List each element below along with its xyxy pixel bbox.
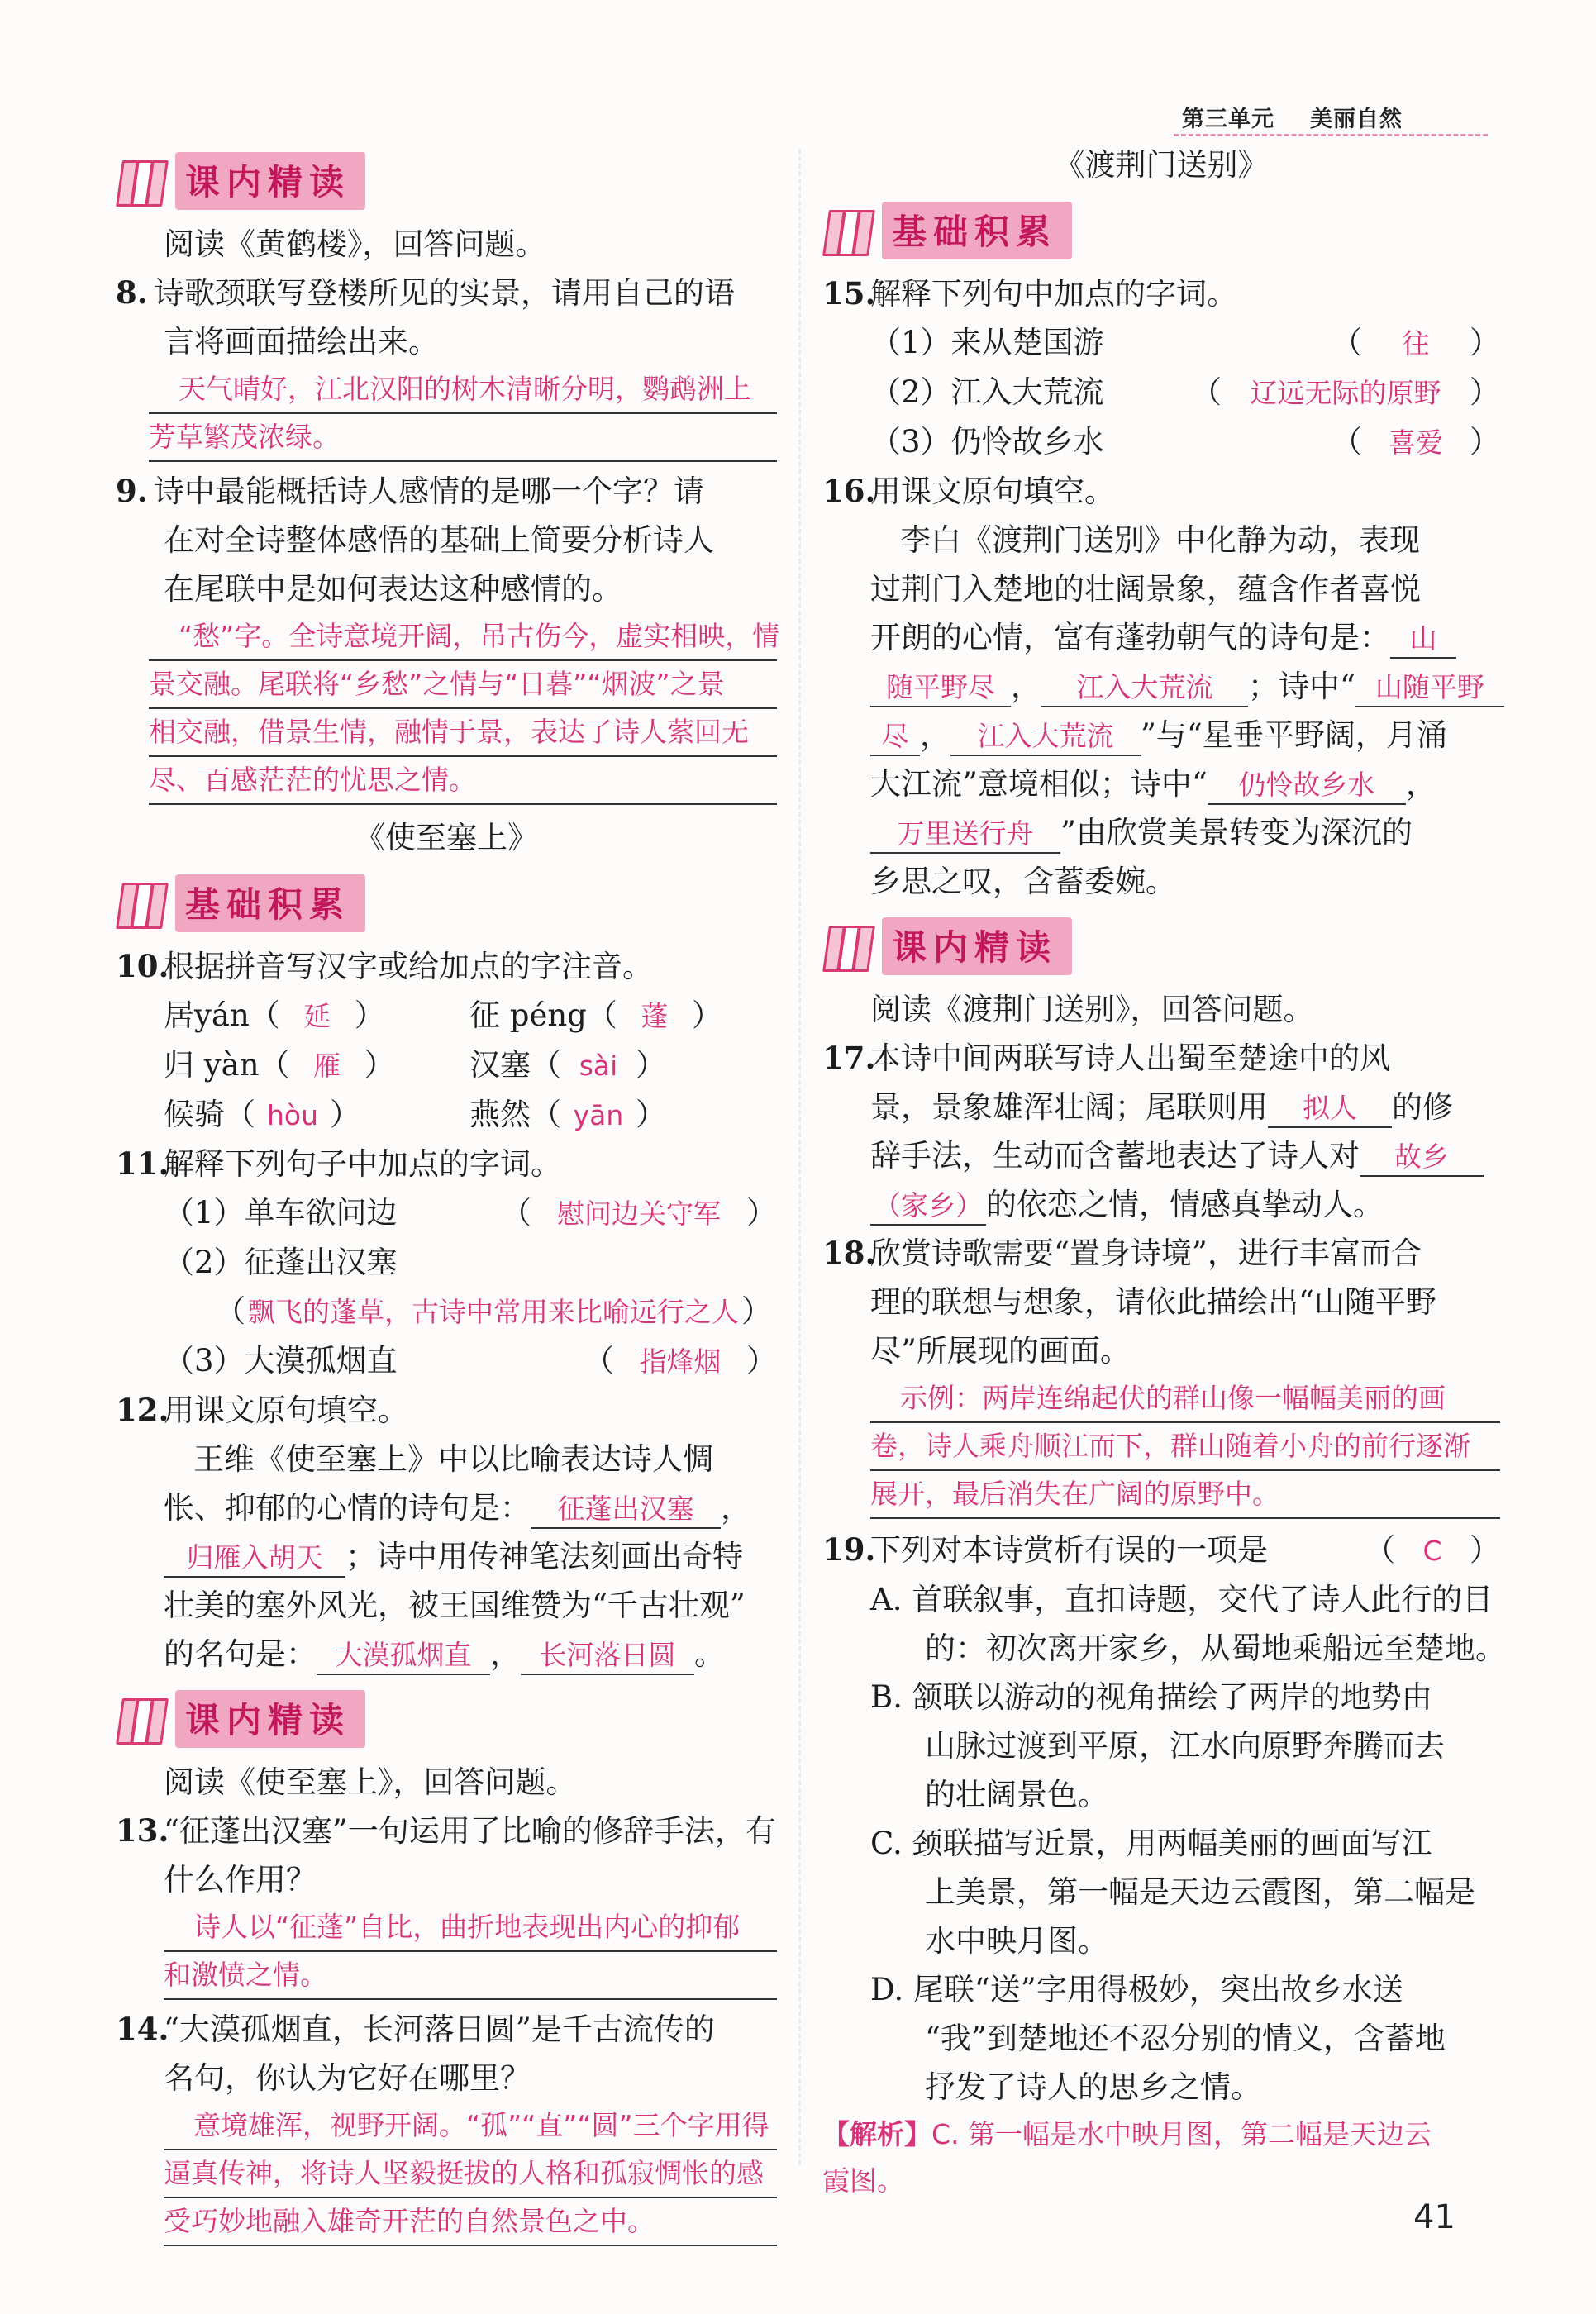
analysis-text: 霞图。	[822, 2164, 904, 2197]
question-text: 欣赏诗歌需要“置身诗境”，进行丰富而合	[870, 1236, 1422, 1271]
answer-line: 芳草繁茂浓绿。	[149, 414, 777, 462]
question-text: 名句，你认为它好在哪里？	[164, 2060, 531, 2096]
section-header-basics	[822, 193, 1500, 268]
sub-item: （3）仍怜故乡水	[870, 424, 1104, 459]
question-text: 景，景象雄浑壮阔；尾联则用	[870, 1089, 1268, 1125]
pinyin-answer: 雁	[313, 1050, 341, 1082]
option-c: C. 颈联描写近景，用两幅美丽的画面写江	[870, 1826, 1432, 1861]
paren: ）	[636, 1047, 666, 1083]
question-text: 尽”所展现的画面。	[870, 1333, 1131, 1369]
question-number: 11.	[116, 1145, 169, 1182]
answer-analysis	[822, 2112, 1500, 2204]
right-column	[822, 140, 1506, 2204]
question-19: 19.下列对本诗赏析有误的一项是 （ C ） A. 首联叙事，直扣诗题，交代了诗人此行的目 的：初次离开家乡，从蜀地乘船远至楚地。 B. 颔联以游动的视角描绘了两岸的地势由 山脉过渡到平原，江水向原野奔腾而去 的壮阔景色。 C. 颈联描写近景，用两幅美丽的画面写江 上美景，第一幅是天边云霞图，第二幅是 水中映月图。 D. 尾联“送”字用得极妙，突出故乡水送 “我”到楚地还不忍分别的情义，含蓄地 抒发了诗人的思乡之情。	[822, 1526, 1500, 2112]
question-number: 19.	[822, 1531, 876, 1568]
books-icon	[116, 878, 170, 929]
question-16	[822, 467, 1500, 906]
answer-line: “愁”字。全诗意境开阔，吊古伤今，虚实相映，情	[149, 613, 777, 661]
question-text: 大江流”意境相似；诗中“	[870, 766, 1208, 802]
question-14	[116, 2005, 777, 2246]
option-c-cont: 水中映月图。	[925, 1923, 1108, 1959]
question-text: 根据拼音写汉字或给加点的字注音。	[164, 949, 653, 984]
fill-blank: 江入大荒流	[1041, 669, 1248, 707]
answer-line: 受巧妙地融入雄奇开茫的自然景色之中。	[164, 2198, 777, 2246]
question-text: 辞手法，生动而含蓄地表达了诗人对	[870, 1138, 1360, 1174]
question-text: 壮美的塞外风光，被王国维赞为“千古壮观”	[164, 1588, 746, 1623]
question-text: 诗中最能概括诗人感情的是哪一个字？请	[154, 474, 704, 509]
answer-line: 景交融。尾联将“乡愁”之情与“日暮”“烟波”之景	[149, 661, 777, 709]
answer: 往	[1402, 327, 1430, 359]
question-text: 用课文原句填空。	[870, 474, 1115, 509]
column-divider	[798, 149, 801, 2165]
question-number: 13.	[116, 1812, 169, 1849]
question-text: ”与“星垂平野阔，月涌	[1141, 717, 1447, 753]
punctuation: ，	[920, 717, 950, 753]
page-header	[1174, 98, 1488, 136]
choice-answer: C	[1422, 1535, 1442, 1567]
question-15: 15.解释下列句中加点的字词。 （1）来从楚国游 （ 往 ） （2）江入大荒流 （ 辽远无际的原野 ） （3）仍怜故乡水 （ 喜爱 ）	[822, 269, 1500, 467]
punctuation: ，	[1405, 766, 1436, 802]
answer: 喜爱	[1389, 426, 1443, 459]
books-icon	[116, 1693, 170, 1745]
pinyin-answer: 延	[303, 1000, 331, 1032]
books-icon	[822, 921, 877, 972]
option-d: D. 尾联“送”字用得极妙，突出故乡水送	[870, 1972, 1403, 2007]
answer-line: 尽、百感茫茫的忧思之情。	[149, 757, 777, 805]
option-b-cont: 的壮阔景色。	[925, 1777, 1108, 1812]
answer: 飘飞的蓬草，古诗中常用来比喻远行之人	[248, 1296, 739, 1328]
pinyin-answer: hòu	[266, 1099, 319, 1131]
question-number: 8.	[116, 274, 148, 311]
option-c-cont: 上美景，第一幅是天边云霞图，第二幅是	[925, 1874, 1475, 1910]
fill-blank: 故乡	[1360, 1139, 1484, 1177]
fill-blank: 长河落日圆	[521, 1637, 694, 1675]
fill-blank: （家乡）	[870, 1188, 986, 1226]
option-d-cont: 抒发了诗人的思乡之情。	[925, 2069, 1261, 2105]
question-text: 用课文原句填空。	[164, 1393, 408, 1428]
pinyin-prompt: 归 yàn（	[164, 1047, 290, 1083]
answer-line: 诗人以“征蓬”自比，曲折地表现出内心的抑郁	[164, 1904, 777, 1952]
question-text: ”由欣赏美景转变为深沉的	[1060, 815, 1413, 850]
question-number: 17.	[822, 1040, 876, 1076]
left-column	[116, 140, 780, 2246]
fill-blank: 山随平野	[1355, 669, 1504, 707]
question-number: 18.	[822, 1235, 876, 1271]
paren: ）	[636, 1097, 666, 1132]
question-12	[116, 1386, 777, 1678]
question-text: 过荆门入楚地的壮阔景象，蕴含作者喜悦	[870, 571, 1421, 607]
question-text: “征蓬出汉塞”一句运用了比喻的修辞手法，有	[164, 1813, 776, 1849]
section-header-reading	[822, 909, 1500, 983]
punctuation: ，	[490, 1636, 521, 1672]
question-text: ；诗中“	[1248, 669, 1355, 704]
answer-line: 展开，最后消失在广阔的原野中。	[870, 1471, 1500, 1519]
section-label: 基础积累	[882, 202, 1072, 259]
question-number: 10.	[116, 948, 169, 984]
pinyin-prompt: 燕然（	[469, 1097, 561, 1132]
question-text: 李白《渡荆门送别》中化静为动，表现	[900, 522, 1420, 558]
analysis-text: C. 第一幅是水中映月图，第二幅是天边云	[931, 2118, 1432, 2150]
question-9	[116, 467, 780, 805]
question-text: 怅、抑郁的心情的诗句是：	[164, 1490, 531, 1526]
fill-blank: 江入大荒流	[950, 718, 1141, 756]
answer: 慰问边关守军	[557, 1197, 721, 1230]
punctuation: ，	[721, 1490, 751, 1526]
answer-line: 示例：两岸连绵起伏的群山像一幅幅美丽的画	[870, 1375, 1500, 1423]
question-18	[822, 1229, 1500, 1519]
section-header-reading	[116, 144, 777, 218]
sub-item: （2）江入大荒流	[870, 374, 1104, 410]
option-b-cont: 山脉过渡到平原，江水向原野奔腾而去	[925, 1728, 1445, 1764]
section-label: 课内精读	[175, 1690, 365, 1748]
fill-blank: 大漠孤烟直	[317, 1637, 490, 1675]
fill-blank: 尽	[870, 718, 920, 756]
unit-label: 第三单元	[1182, 107, 1274, 132]
question-text: 的名句是：	[164, 1636, 317, 1672]
books-icon	[822, 205, 877, 256]
question-10	[116, 942, 777, 1140]
option-a: A. 首联叙事，直扣诗题，交代了诗人此行的目	[870, 1582, 1494, 1617]
unit-theme: 美丽自然	[1310, 107, 1403, 132]
question-text: 乡思之叹，含蓄委婉。	[870, 864, 1176, 899]
paren: ）	[354, 997, 385, 1033]
question-text: 下列对本诗赏析有误的一项是	[870, 1532, 1268, 1568]
reading-instruction: 阅读《黄鹤楼》，回答问题。	[164, 226, 546, 262]
paren: ）	[330, 1097, 360, 1132]
question-text: 言将画面描绘出来。	[164, 324, 439, 359]
poem-title: 《使至塞上》	[355, 820, 538, 855]
fill-blank: 归雁入胡天	[164, 1540, 345, 1578]
question-text: 在尾联中是如何表达这种感情的。	[164, 571, 622, 607]
question-text: 什么作用？	[164, 1862, 317, 1897]
section-label: 课内精读	[175, 152, 365, 210]
sub-item: （2）征蓬出汉塞	[164, 1245, 398, 1280]
reading-instruction: 阅读《使至塞上》，回答问题。	[164, 1764, 577, 1800]
question-text: “大漠孤烟直，长河落日圆”是千古流传的	[164, 2012, 715, 2047]
fill-blank: 征蓬出汉塞	[531, 1491, 721, 1529]
question-text: 开朗的心情，富有蓬勃朝气的诗句是：	[870, 620, 1390, 655]
section-label: 课内精读	[882, 917, 1072, 975]
answer-line: 逼真传神，将诗人坚毅挺拔的人格和孤寂惆怅的感	[164, 2150, 777, 2198]
section-label: 基础积累	[175, 874, 365, 932]
page-number: 41	[1413, 2198, 1455, 2236]
punctuation: 。	[694, 1636, 725, 1672]
question-11: 11.解释下列句子中加点的字词。 （1）单车欲问边 （ 慰问边关守军 ） （2）征蓬出汉塞 （飘飞的蓬草，古诗中常用来比喻远行之人） （3）大漠孤烟直 （ 指烽烟 ）	[116, 1140, 777, 1386]
pinyin-prompt: 候骑（	[164, 1097, 255, 1132]
fill-blank: 万里送行舟	[870, 816, 1060, 854]
pinyin-prompt: 居yán（	[164, 997, 280, 1033]
pinyin-answer: yān	[573, 1099, 624, 1131]
pinyin-prompt: 汉塞（	[469, 1047, 561, 1083]
fill-blank: 仍怜故乡水	[1208, 767, 1406, 805]
question-text: 解释下列句子中加点的字词。	[164, 1146, 561, 1182]
sub-item: （1）来从楚国游	[870, 325, 1104, 360]
sub-item: （3）大漠孤烟直	[164, 1343, 398, 1378]
question-text: ；诗中用传神笔法刻画出奇特	[345, 1539, 743, 1574]
option-b: B. 颔联以游动的视角描绘了两岸的地势由	[870, 1679, 1432, 1715]
paren: ）	[691, 997, 722, 1033]
section-header-basics	[116, 866, 777, 940]
books-icon	[116, 155, 170, 207]
question-number: 15.	[822, 275, 876, 312]
question-13	[116, 1807, 777, 2000]
option-a-cont: 的：初次离开家乡，从蜀地乘船远至楚地。	[925, 1631, 1506, 1666]
question-text: 的修	[1392, 1089, 1453, 1125]
analysis-tag: 【解析】	[822, 2118, 931, 2150]
question-text: 解释下列句中加点的字词。	[870, 276, 1237, 312]
punctuation: ，	[1011, 669, 1041, 704]
question-8	[116, 269, 777, 462]
answer-line: 相交融，借景生情，融情于景，表达了诗人萦回无	[149, 709, 777, 757]
fill-blank: 随平野尽	[870, 669, 1011, 707]
answer: 辽远无际的原野	[1250, 377, 1441, 409]
question-17	[822, 1034, 1500, 1229]
question-number: 12.	[116, 1392, 169, 1428]
reading-instruction: 阅读《渡荆门送别》，回答问题。	[870, 992, 1314, 1027]
section-header-reading-2	[116, 1682, 777, 1756]
poem-title: 《渡荆门送别》	[1054, 147, 1269, 183]
answer-line: 意境雄浑，视野开阔。“孤”“直”“圆”三个字用得	[164, 2102, 777, 2150]
question-text: 诗歌颈联写登楼所见的实景，请用自己的语	[154, 275, 735, 311]
sub-item: （1）单车欲问边	[164, 1195, 398, 1231]
option-d-cont: “我”到楚地还不忍分别的情义，含蓄地	[925, 2021, 1446, 2056]
fill-blank: 拟人	[1268, 1090, 1392, 1128]
question-text: 王维《使至塞上》中以比喻表达诗人惆	[193, 1441, 713, 1477]
answer-line: 和激愤之情。	[164, 1952, 777, 2000]
answer: 指烽烟	[639, 1345, 722, 1378]
fill-blank: 山	[1390, 621, 1456, 659]
pinyin-answer: sài	[579, 1050, 618, 1082]
question-text: 在对全诗整体感悟的基础上简要分析诗人	[164, 522, 714, 558]
paren: ）	[364, 1047, 395, 1083]
pinyin-answer: 蓬	[641, 1000, 669, 1032]
pinyin-prompt: 征 péng（	[469, 997, 617, 1033]
question-number: 14.	[116, 2011, 169, 2047]
question-text: 本诗中间两联写诗人出蜀至楚途中的风	[870, 1040, 1390, 1076]
question-number: 9.	[116, 473, 148, 509]
answer-line: 天气晴好，江北汉阳的树木清晰分明，鹦鹉洲上	[149, 366, 777, 414]
question-text: 理的联想与想象，请依此描绘出“山随平野	[870, 1284, 1436, 1320]
question-text: 的依恋之情，情感真挚动人。	[986, 1187, 1384, 1222]
question-number: 16.	[822, 473, 876, 509]
answer-line: 卷，诗人乘舟顺江而下，群山随着小舟的前行逐渐	[870, 1423, 1500, 1471]
